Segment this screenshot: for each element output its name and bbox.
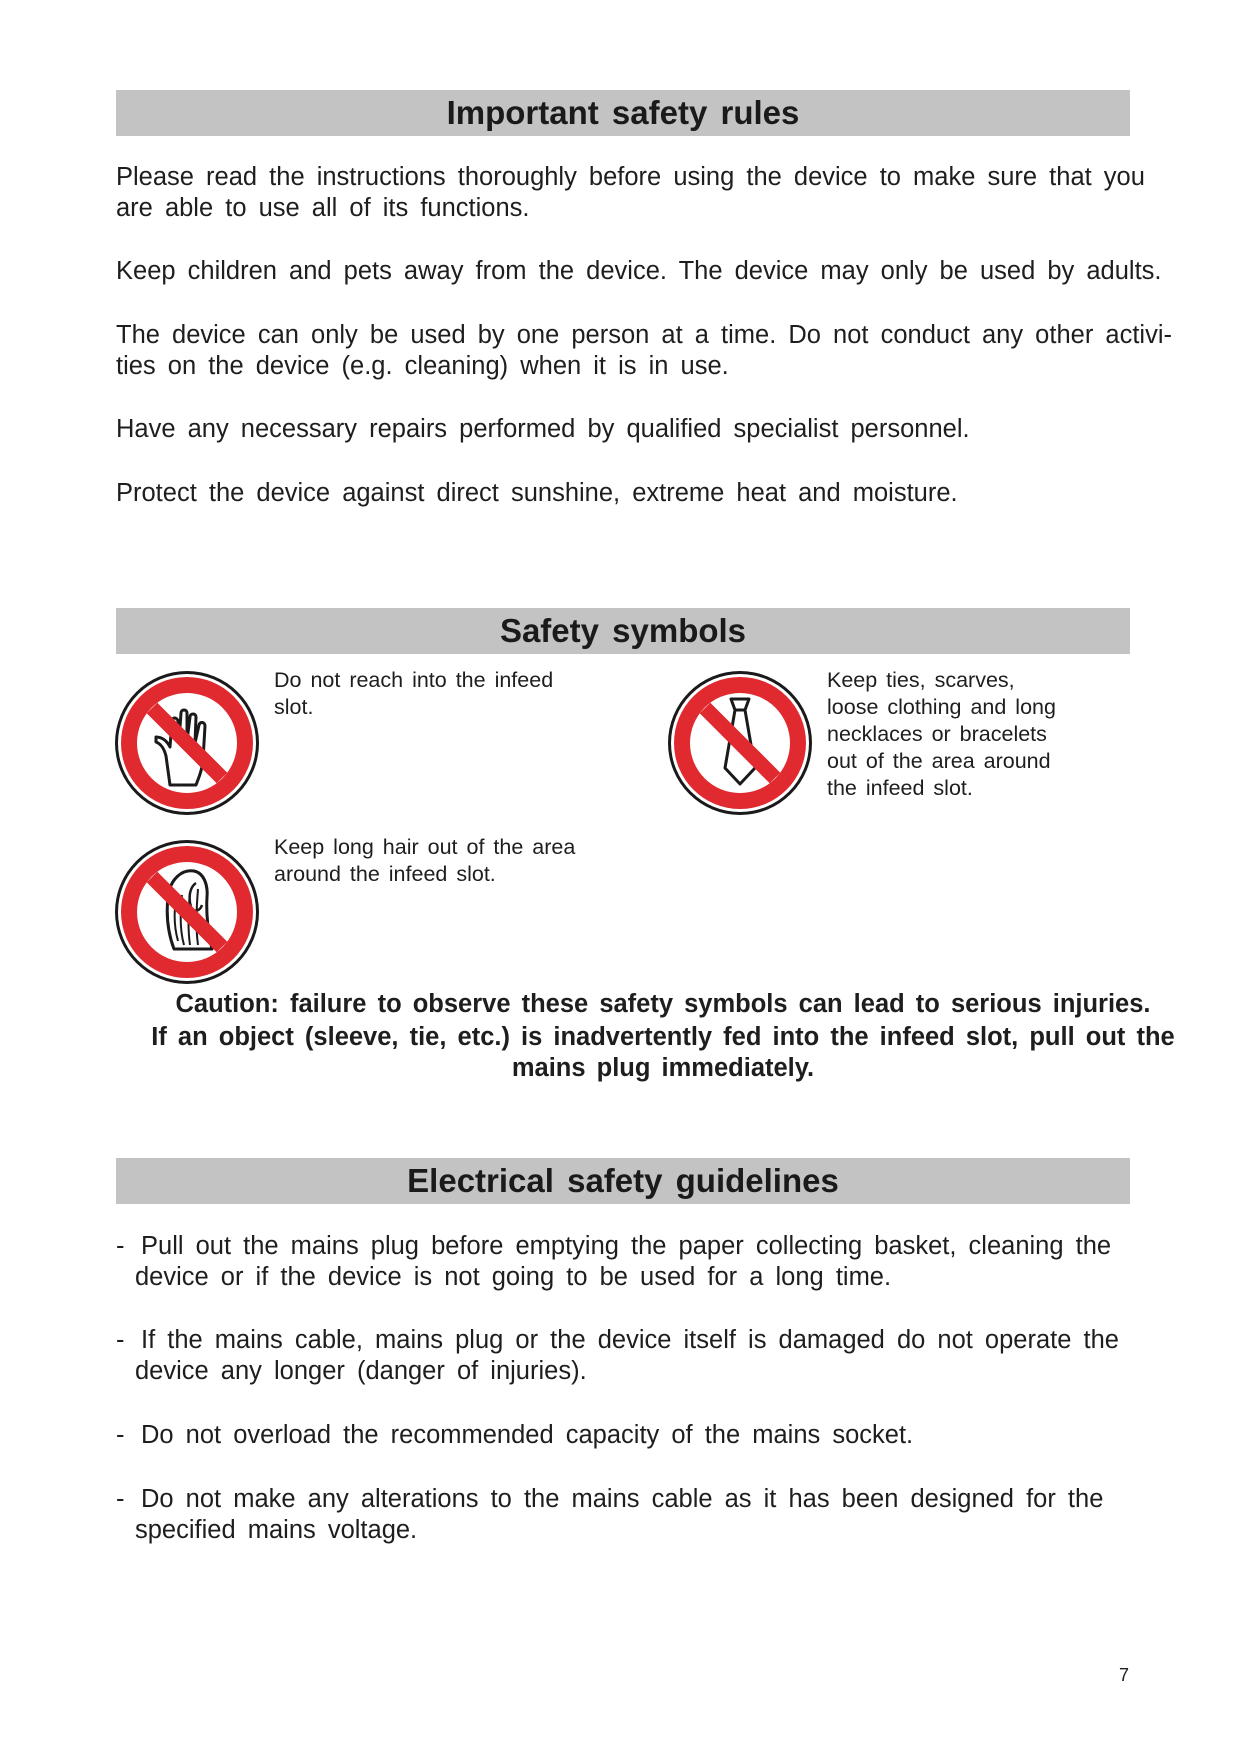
caution-notice — [116, 988, 1210, 1083]
caution-line: Caution: failure to observe these safety symbols can lead to serious injuries. — [175, 990, 1151, 1018]
paragraph-read-instructions — [116, 162, 1210, 224]
paragraph-line: Protect the device against direct sunshine, extreme heat and moisture. — [116, 479, 958, 507]
bullet-dash: - — [116, 1421, 125, 1449]
bullet-line: specified mains voltage. — [135, 1516, 418, 1544]
bullet-line: Do not overload the recommended capacity of the mains socket. — [141, 1421, 914, 1449]
paragraph-line: are able to use all of its functions. — [116, 194, 530, 222]
bullet-dash: - — [116, 1485, 125, 1513]
bullet-line: Pull out the mains plug before emptying the paper collecting basket, cleaning the — [141, 1232, 1112, 1260]
paragraph-keep-children-away — [116, 256, 1210, 287]
no-tie-icon — [665, 668, 815, 818]
symbol-caption-no-long-hair — [274, 834, 575, 888]
bullet-damaged-cable — [116, 1325, 1216, 1389]
bullet-no-alterations — [116, 1484, 1216, 1548]
caption-line: the infeed slot. — [827, 776, 973, 800]
symbol-caption-no-tie — [827, 667, 1056, 802]
caption-line: Do not reach into the infeed — [274, 668, 554, 692]
caption-line: around the infeed slot. — [274, 862, 496, 886]
bullet-pull-out-plug — [116, 1231, 1216, 1295]
paragraph-line: Please read the instructions thoroughly before using the device to make sure that you — [116, 163, 1145, 191]
bullet-overload — [116, 1420, 1216, 1454]
caption-line: Keep long hair out of the area — [274, 835, 576, 859]
caution-line: mains plug immediately. — [511, 1054, 815, 1082]
paragraph-line: Keep children and pets away from the device. The device may only be used by adults. — [116, 257, 1162, 285]
paragraph-one-person — [116, 320, 1210, 382]
caution-line: If an object (sleeve, tie, etc.) is inadvertently fed into the infeed slot, pull out the — [151, 1023, 1175, 1051]
no-long-hair-icon — [112, 837, 262, 987]
symbol-caption-no-hand — [274, 667, 553, 721]
paragraph-line: Have any necessary repairs performed by qualified specialist personnel. — [116, 415, 970, 443]
caption-line: necklaces or bracelets — [827, 722, 1047, 746]
section-title-safety-symbols: Safety symbols — [116, 608, 1130, 654]
caption-line: Keep ties, scarves, — [827, 668, 1015, 692]
bullet-dash: - — [116, 1232, 125, 1260]
bullet-line: If the mains cable, mains plug or the device itself is damaged do not operate the — [141, 1326, 1119, 1354]
section-title-important-safety-rules: Important safety rules — [116, 90, 1130, 136]
bullet-dash: - — [116, 1326, 125, 1354]
caption-line: slot. — [274, 695, 314, 719]
paragraph-line: The device can only be used by one person at a time. Do not conduct any other activi- — [116, 321, 1172, 349]
paragraph-repairs — [116, 414, 1216, 445]
caption-line: out of the area around — [827, 749, 1051, 773]
caption-line: loose clothing and long — [827, 695, 1056, 719]
bullet-line: device or if the device is not going to be used for a long time. — [135, 1263, 892, 1291]
section-title-electrical-safety: Electrical safety guidelines — [116, 1158, 1130, 1204]
page-number: 7 — [1119, 1665, 1130, 1685]
paragraph-protect-device — [116, 478, 1216, 509]
paragraph-line: ties on the device (e.g. cleaning) when it is in use. — [116, 352, 729, 380]
bullet-line: device any longer (danger of injuries). — [135, 1357, 587, 1385]
bullet-line: Do not make any alterations to the mains cable as it has been designed for the — [141, 1485, 1104, 1513]
no-hand-icon — [112, 668, 262, 818]
